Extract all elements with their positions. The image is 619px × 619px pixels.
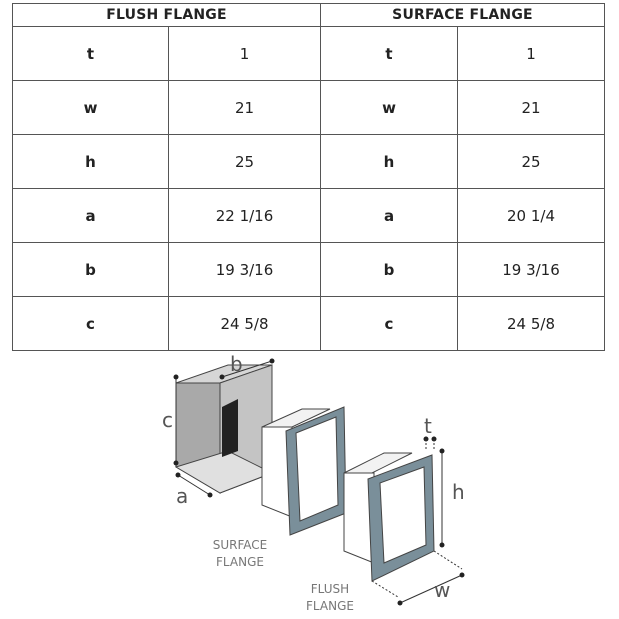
row-value-flush: 19 3/16 bbox=[169, 243, 321, 297]
table-header-row bbox=[13, 4, 605, 27]
row-label-surface: w bbox=[321, 81, 458, 135]
header-flush-flange: FLUSH FLANGE bbox=[13, 4, 321, 27]
surface-flange-unit bbox=[262, 407, 346, 535]
row-label-flush: c bbox=[13, 297, 169, 351]
dim-label-w: w bbox=[434, 578, 451, 602]
flush-flange-unit bbox=[344, 453, 434, 581]
row-label-flush: t bbox=[13, 27, 169, 81]
row-label-surface: a bbox=[321, 189, 458, 243]
caption-surface-line1: SURFACE bbox=[212, 538, 268, 552]
row-value-flush: 21 bbox=[169, 81, 321, 135]
row-value-flush: 22 1/16 bbox=[169, 189, 321, 243]
header-surface-flange: SURFACE FLANGE bbox=[321, 4, 605, 27]
table-row bbox=[13, 189, 605, 243]
dimension-t bbox=[424, 414, 437, 451]
caption-flush-line2: FLANGE bbox=[306, 599, 354, 613]
table-row bbox=[13, 243, 605, 297]
table-row bbox=[13, 297, 605, 351]
row-label-flush: a bbox=[13, 189, 169, 243]
row-value-surface: 20 1/4 bbox=[458, 189, 605, 243]
row-label-surface: c bbox=[321, 297, 458, 351]
row-label-surface: t bbox=[321, 27, 458, 81]
dimension-table bbox=[12, 3, 605, 351]
row-value-flush: 1 bbox=[169, 27, 321, 81]
row-label-surface: h bbox=[321, 135, 458, 189]
row-label-flush: h bbox=[13, 135, 169, 189]
table-row bbox=[13, 27, 605, 81]
dim-label-t: t bbox=[424, 414, 432, 438]
row-value-flush: 25 bbox=[169, 135, 321, 189]
dim-label-h: h bbox=[452, 480, 465, 504]
cutout-opening bbox=[222, 399, 238, 457]
table-row bbox=[13, 135, 605, 189]
row-value-surface: 1 bbox=[458, 27, 605, 81]
surface-flange-door bbox=[296, 417, 338, 521]
row-label-surface: b bbox=[321, 243, 458, 297]
dim-label-b: b bbox=[230, 355, 243, 376]
row-label-flush: b bbox=[13, 243, 169, 297]
caption-flush-line1: FLUSH bbox=[310, 582, 350, 596]
cutout-box bbox=[176, 365, 272, 493]
row-value-surface: 25 bbox=[458, 135, 605, 189]
caption-surface-line2: FLANGE bbox=[216, 555, 264, 569]
dimension-h bbox=[440, 449, 465, 548]
row-value-surface: 21 bbox=[458, 81, 605, 135]
row-value-surface: 24 5/8 bbox=[458, 297, 605, 351]
row-label-flush: w bbox=[13, 81, 169, 135]
row-value-surface: 19 3/16 bbox=[458, 243, 605, 297]
table-row bbox=[13, 81, 605, 135]
installation-diagram bbox=[0, 355, 619, 619]
dim-label-a: a bbox=[176, 484, 189, 508]
dim-label-c: c bbox=[162, 408, 173, 432]
dimension-c bbox=[162, 375, 179, 466]
row-value-flush: 24 5/8 bbox=[169, 297, 321, 351]
